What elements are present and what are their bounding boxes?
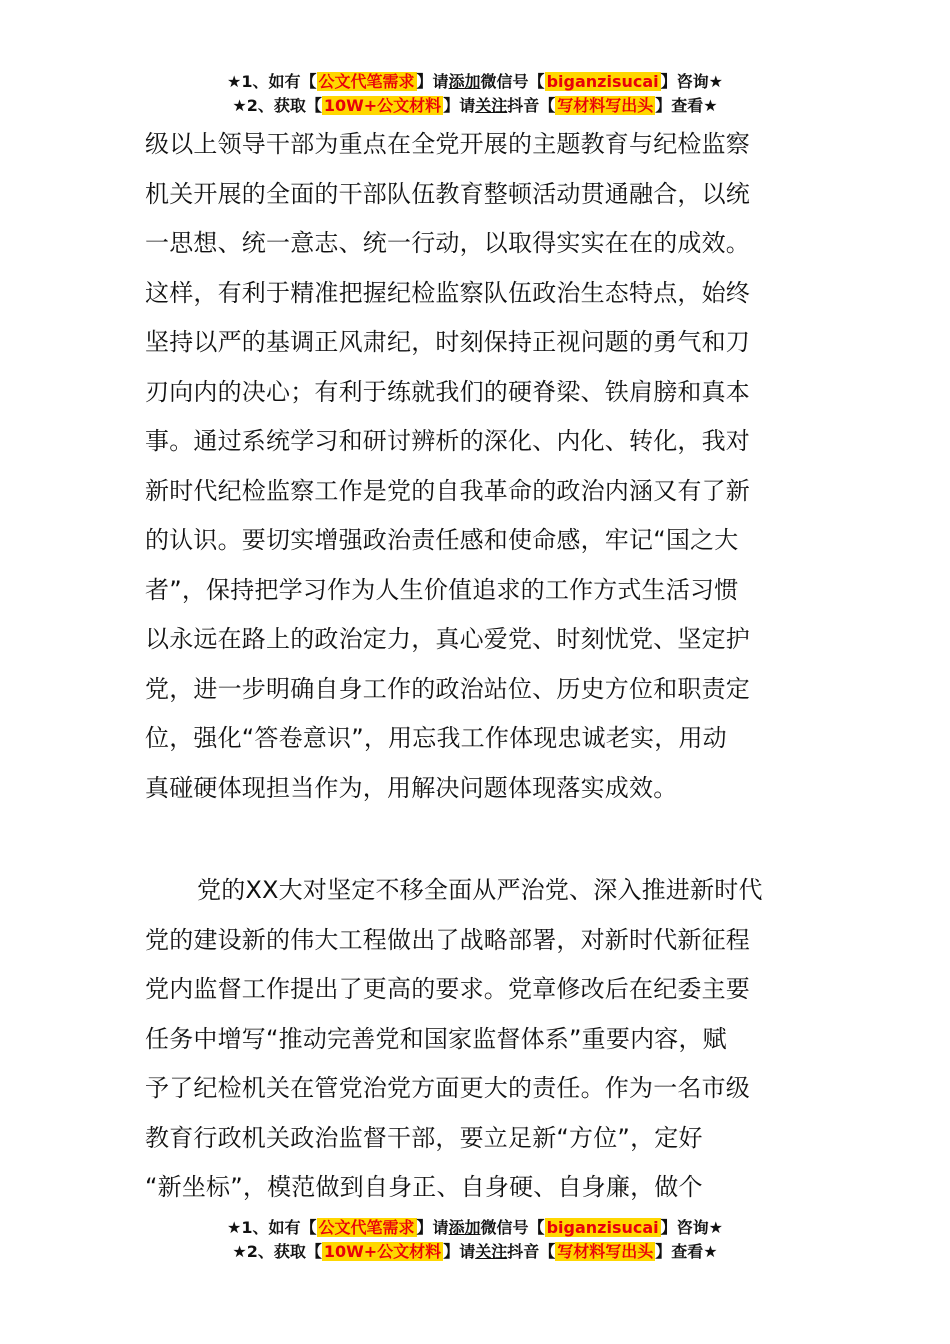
banner-text: 抖音【: [507, 96, 556, 115]
footer-banner: [0, 1216, 950, 1264]
banner-underline: 关注: [475, 96, 508, 115]
banner-underline: 关注: [475, 1242, 508, 1261]
banner-text: ★1、如有【: [227, 1218, 317, 1237]
text-line: “新坐标”，模范做到自身正、自身硬、自身廉，做个: [145, 1173, 703, 1201]
banner-text: 微信号【: [480, 72, 545, 91]
banner-text: 】查看★: [655, 1242, 718, 1261]
banner-line-2: [0, 1240, 950, 1264]
banner-text: 抖音【: [507, 1242, 556, 1261]
banner-highlight: biganzisucai: [546, 1218, 659, 1237]
text-line: 位，强化“答卷意识”，用忘我工作体现忠诚老实，用动: [145, 724, 727, 752]
banner-highlight: 写材料写出头: [557, 96, 654, 115]
banner-highlight: 公文代笔需求: [318, 1218, 415, 1237]
banner-text: 】请: [443, 96, 476, 115]
text-line: 的认识。要切实增强政治责任感和使命感，牢记“国之大: [145, 526, 739, 554]
text-line: 机关开展的全面的干部队伍教育整顿活动贯通融合，以统: [145, 179, 750, 208]
body-paragraph-1: [145, 120, 810, 813]
text-line: 教育行政机关政治监督干部，要立足新“方位”，定好: [145, 1123, 703, 1152]
text-line: 党，进一步明确自身工作的政治站位、历史方位和职责定: [145, 674, 750, 703]
text-line: 以永远在路上的政治定力，真心爱党、时刻忧党、坚定护: [145, 625, 750, 653]
banner-text: 】咨询★: [660, 1218, 723, 1237]
body-paragraph-2: [145, 866, 810, 1213]
banner-underline: 添加: [448, 1218, 481, 1237]
banner-text: ★2、获取【: [232, 1242, 322, 1261]
text-line: 新时代纪检监察工作是党的自我革命的政治内涵又有了新: [145, 476, 750, 505]
banner-text: 】咨询★: [660, 72, 723, 91]
text-line: 党内监督工作提出了更高的要求。党章修改后在纪委主要: [145, 975, 750, 1003]
banner-text: 】请: [416, 1218, 449, 1237]
banner-text: 】请: [416, 72, 449, 91]
text-line: 刃向内的决心；有利于练就我们的硬脊梁、铁肩膀和真本: [145, 377, 750, 406]
text-line: 党的建设新的伟大工程做出了战略部署，对新时代新征程: [145, 925, 750, 954]
text-line: 党的XX大对坚定不移全面从严治党、深入推进新时代: [197, 876, 763, 904]
header-banner: [0, 70, 950, 118]
banner-highlight: 10W+公文材料: [323, 1242, 442, 1261]
text-line: 任务中增写“推动完善党和国家监督体系”重要内容，赋: [145, 1024, 727, 1053]
text-line: 事。通过系统学习和研讨辨析的深化、内化、转化，我对: [145, 427, 750, 455]
banner-underline: 添加: [448, 72, 481, 91]
banner-text: 】请: [443, 1242, 476, 1261]
banner-highlight: 10W+公文材料: [323, 96, 442, 115]
banner-line-1: [0, 70, 950, 94]
banner-highlight: 公文代笔需求: [318, 72, 415, 91]
text-line: 真碰硬体现担当作为，用解决问题体现落实成效。: [145, 773, 678, 802]
text-line: 这样，有利于精准把握纪检监察队伍政治生态特点，始终: [145, 278, 750, 307]
banner-line-1: [0, 1216, 950, 1240]
text-line: 一思想、统一意志、统一行动，以取得实实在在的成效。: [145, 229, 750, 257]
text-line: 予了纪检机关在管党治党方面更大的责任。作为一名市级: [145, 1074, 750, 1102]
banner-line-2: [0, 94, 950, 118]
banner-text: 微信号【: [480, 1218, 545, 1237]
text-line: 级以上领导干部为重点在全党开展的主题教育与纪检监察: [145, 130, 750, 158]
banner-text: ★1、如有【: [227, 72, 317, 91]
banner-highlight: 写材料写出头: [557, 1242, 654, 1261]
banner-text: ★2、获取【: [232, 96, 322, 115]
text-line: 者”，保持把学习作为人生价值追求的工作方式生活习惯: [145, 575, 739, 604]
banner-text: 】查看★: [655, 96, 718, 115]
text-line: 坚持以严的基调正风肃纪，时刻保持正视问题的勇气和刀: [145, 328, 750, 356]
banner-highlight: biganzisucai: [546, 72, 659, 91]
